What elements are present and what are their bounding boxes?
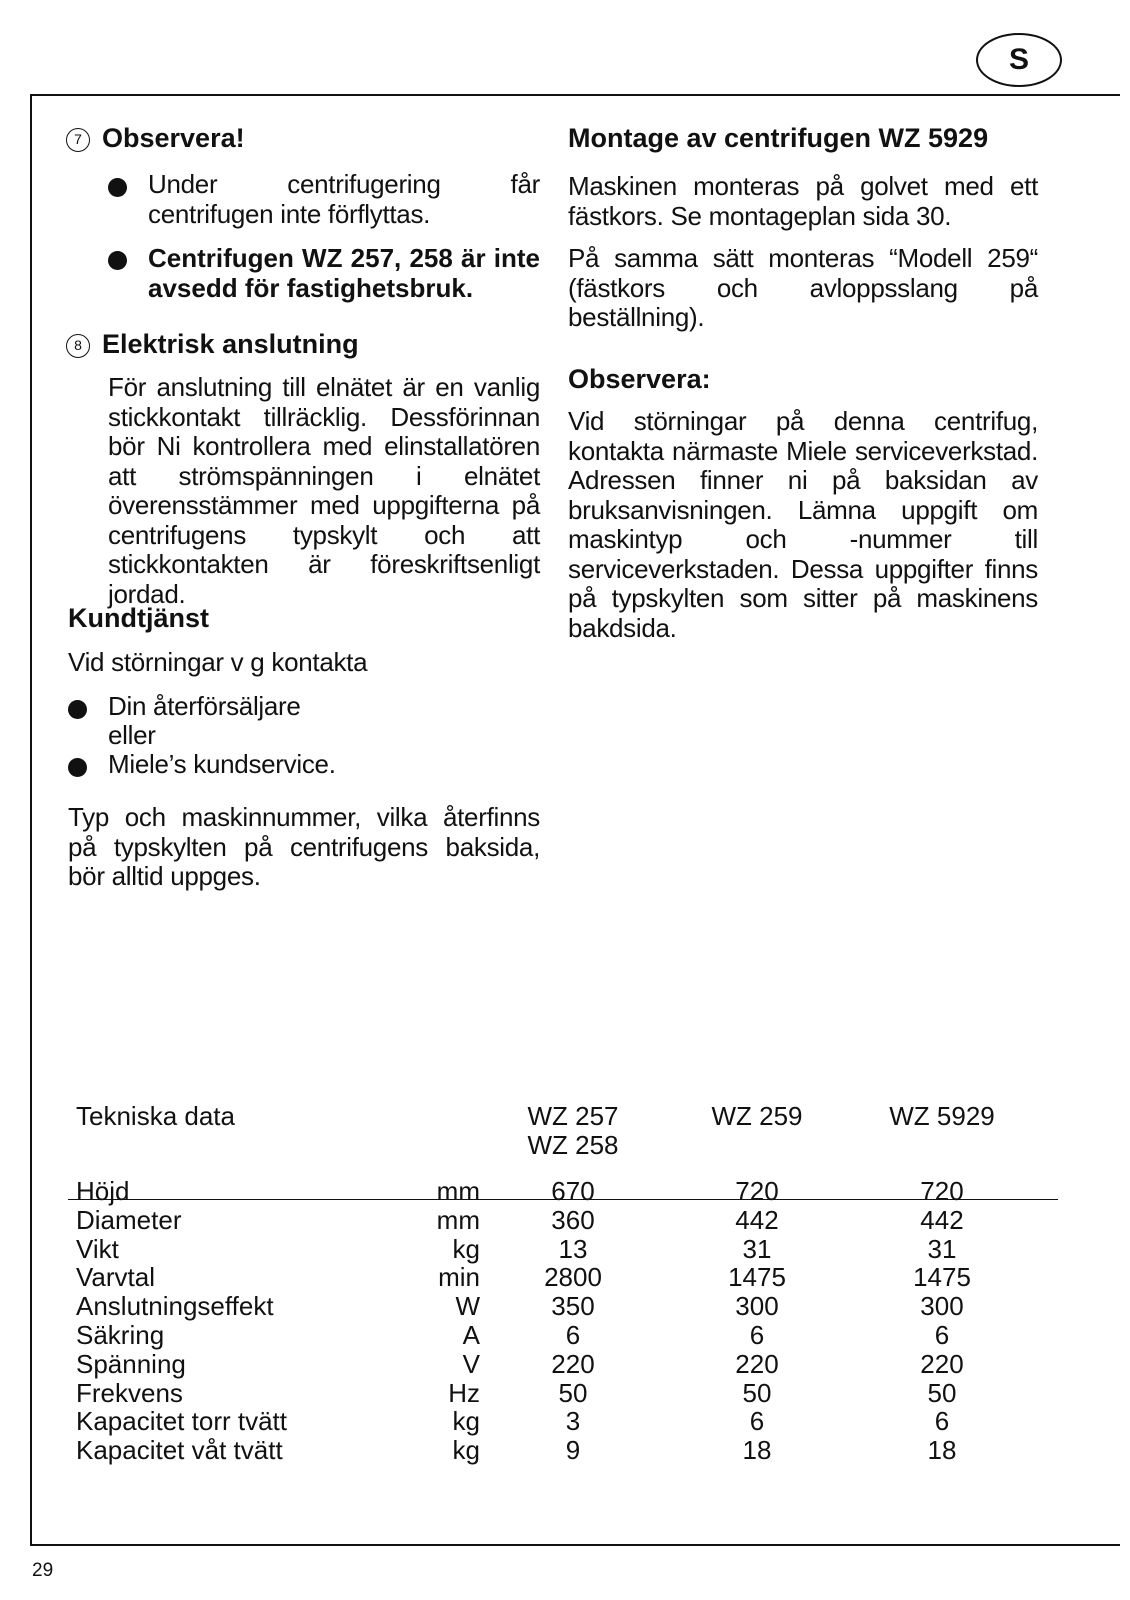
cell-wz259: 18 <box>742 1435 772 1466</box>
cell-wz5929: 220 <box>920 1348 964 1379</box>
cell-wz257: 350 <box>551 1291 595 1322</box>
cell-wz5929: 6 <box>934 1320 950 1350</box>
cell-wz259: 31 <box>742 1233 772 1264</box>
section-number: 7 <box>66 128 90 152</box>
bullet-icon <box>68 758 87 777</box>
elektrisk-heading <box>66 327 359 361</box>
montage-heading: Montage av centrifugen WZ 5929 <box>568 123 989 153</box>
cell-wz5929: 300 <box>920 1291 964 1322</box>
cell-wz5929: 720 <box>920 1176 964 1206</box>
elektrisk-paragraph: För anslutning till elnätet är en vanlig stickkontakt tillräcklig. Dessförinnan bör Ni kontrollera med elinstallatören att strömspänningen i elnätet överensstämmer med uppgifterna på centrifugens typskylt och att stickkontakten är föreskriftsenligt jordad. <box>108 372 540 609</box>
cell-wz259: 220 <box>735 1348 779 1379</box>
row-label: Kapacitet våt tvätt <box>76 1435 283 1466</box>
row-unit: kg <box>452 1435 480 1466</box>
cell-wz5929: 6 <box>934 1406 950 1437</box>
row-unit: mm <box>436 1176 480 1206</box>
row-unit: V <box>462 1348 480 1379</box>
row-label: Varvtal <box>76 1262 155 1293</box>
kundtjanst-heading: Kundtjänst <box>68 603 209 633</box>
language-badge: S <box>976 33 1062 87</box>
kundtjanst-or: eller <box>108 720 156 750</box>
cell-wz5929: 442 <box>920 1204 964 1235</box>
row-unit: W <box>455 1291 480 1322</box>
cell-wz257: 13 <box>558 1233 588 1264</box>
cell-wz259: 1475 <box>728 1262 786 1293</box>
col-header-wz258: WZ 258 <box>527 1130 619 1160</box>
montage-paragraph-1: Maskinen monteras på golvet med ett fästkors. Se montageplan sida 30. <box>568 171 1038 231</box>
col-header-wz5929: WZ 5929 <box>889 1101 995 1131</box>
observera-bullet-1: Under centrifugering får centrifugen inte förflyttas. <box>148 169 540 229</box>
col-header-wz257: WZ 257 <box>527 1101 619 1131</box>
bullet-icon <box>108 178 127 197</box>
tech-table-title: Tekniska data <box>76 1101 235 1131</box>
cell-wz259: 720 <box>735 1176 779 1206</box>
kundtjanst-paragraph: Typ och maskinnummer, vilka återfinns på typskylten på centrifugens baksida, bör alltid uppges. <box>68 802 540 891</box>
section-number: 8 <box>66 334 90 358</box>
row-unit: kg <box>452 1406 480 1437</box>
kundtjanst-bullet-1: Din återförsäljare <box>108 691 301 721</box>
bullet-icon <box>68 700 87 719</box>
cell-wz257: 220 <box>551 1348 595 1379</box>
kundtjanst-bullet-2: Miele’s kundservice. <box>108 749 336 779</box>
bullet-icon <box>108 251 127 270</box>
cell-wz257: 670 <box>551 1176 595 1206</box>
cell-wz5929: 18 <box>927 1435 957 1466</box>
observera-right-heading: Observera: <box>568 364 711 394</box>
row-label: Diameter <box>76 1204 182 1235</box>
cell-wz257: 9 <box>565 1435 581 1466</box>
cell-wz5929: 50 <box>927 1377 957 1408</box>
row-label: Anslutningseffekt <box>76 1291 274 1322</box>
observera-bullet-2: Centrifugen WZ 257, 258 är inte avsedd för fastighetsbruk. <box>148 243 540 303</box>
row-unit: kg <box>452 1233 480 1264</box>
row-unit: A <box>462 1320 480 1350</box>
cell-wz257: 360 <box>551 1204 595 1235</box>
row-label: Kapacitet torr tvätt <box>76 1406 287 1437</box>
top-rule <box>30 94 1120 96</box>
montage-paragraph-2: På samma sätt monteras “Modell 259“ (fästkors och avloppsslang på beställning). <box>568 243 1038 332</box>
row-unit: Hz <box>448 1377 480 1408</box>
elektrisk-heading-text: Elektrisk anslutning <box>102 329 359 359</box>
cell-wz259: 6 <box>749 1320 765 1350</box>
col-header-wz259: WZ 259 <box>711 1101 803 1131</box>
cell-wz259: 300 <box>735 1291 779 1322</box>
observera-right-paragraph: Vid störningar på denna centrifug, kontakta närmaste Miele serviceverkstad. Adressen finner ni på baksidan av bruksanvisningen. Lämna uppgift om maskintyp och -nummer till serviceverkstaden. Dessa uppgifter finns på typskylten som sitter på maskinens bakdsida. <box>568 406 1038 643</box>
row-label: Säkring <box>76 1320 165 1350</box>
row-label: Vikt <box>76 1233 119 1264</box>
bottom-rule <box>30 1544 1120 1546</box>
cell-wz257: 6 <box>565 1320 581 1350</box>
row-label: Frekvens <box>76 1377 183 1408</box>
row-label: Höjd <box>76 1176 130 1206</box>
row-unit: min <box>438 1262 480 1293</box>
cell-wz5929: 31 <box>927 1233 957 1264</box>
row-unit: mm <box>436 1204 480 1235</box>
kundtjanst-intro: Vid störningar v g kontakta <box>68 647 368 677</box>
cell-wz257: 2800 <box>544 1262 602 1293</box>
row-label: Spänning <box>76 1348 186 1379</box>
left-rule <box>30 94 32 1544</box>
page-number: 29 <box>32 1560 54 1581</box>
cell-wz257: 3 <box>565 1406 581 1437</box>
cell-wz259: 442 <box>735 1204 779 1235</box>
cell-wz259: 50 <box>742 1377 772 1408</box>
cell-wz5929: 1475 <box>913 1262 971 1293</box>
observera-heading <box>66 121 245 155</box>
observera-heading-text: Observera! <box>102 123 245 153</box>
cell-wz259: 6 <box>749 1406 765 1437</box>
cell-wz257: 50 <box>558 1377 588 1408</box>
